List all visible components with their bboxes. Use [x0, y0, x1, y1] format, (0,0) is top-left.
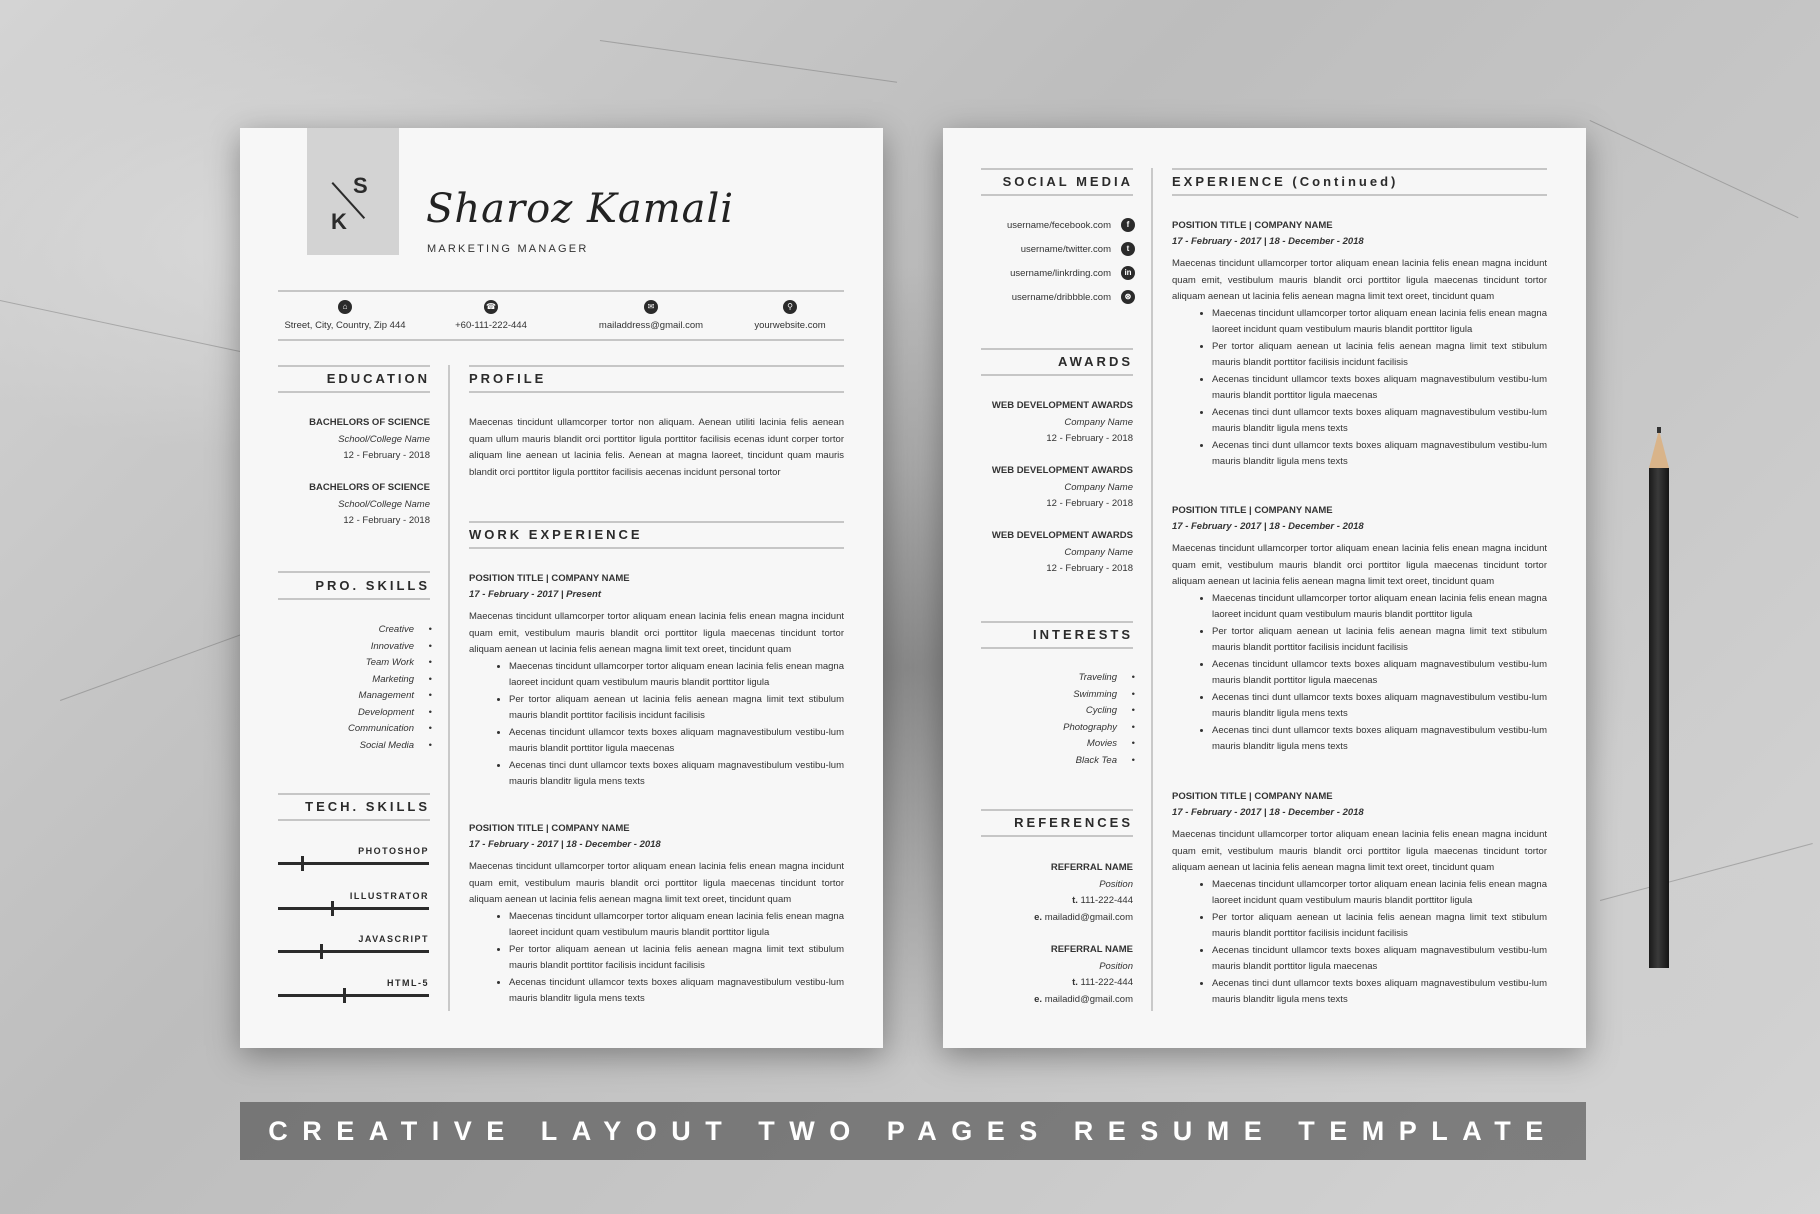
facebook-icon: f: [1121, 218, 1135, 232]
bullet: • Aecenas tinci dunt ullamcor texts boxes aliquam magnavestibulum vestibu-lum mauris blanditr ligula mens texts: [1212, 723, 1547, 756]
reference-item: [981, 942, 1133, 1008]
education-item: [278, 415, 430, 465]
divider: [278, 598, 430, 600]
award-name: WEB DEVELOPMENT AWARDS: [991, 465, 1133, 476]
bullet: • Aecenas tinci dunt ullamcor texts boxes aliquam magnavestibulum vestibu-lum mauris blanditr ligula mens texts: [1212, 405, 1547, 438]
profile-heading: PROFILE: [469, 371, 547, 386]
pencil-lead: [1657, 427, 1661, 433]
skill-label: HTML-5: [387, 978, 429, 988]
job-dates: 17 - February - 2017 | 18 - December - 2018: [1172, 236, 1364, 247]
divider: [981, 374, 1133, 376]
degree: BACHELORS OF SCIENCE: [309, 482, 430, 493]
referral-position: Position: [1099, 878, 1133, 890]
awards-heading: AWARDS: [1057, 354, 1133, 369]
job-dates: 17 - February - 2017 | 18 - December - 2018: [469, 839, 661, 850]
linkedin-link[interactable]: username/linkrding.com: [1010, 268, 1111, 279]
job-title: POSITION TITLE | COMPANY NAME: [1172, 505, 1333, 516]
tech-skill-photoshop: [278, 846, 429, 865]
divider: [278, 339, 844, 341]
experience-continued-heading: EXPERIENCE (Continued): [1172, 174, 1399, 189]
marble-vein: [1590, 120, 1799, 218]
facebook-link[interactable]: username/fecebook.com: [1006, 220, 1111, 231]
skill-item: Innovative •: [278, 639, 432, 656]
interest-item: Swimming •: [981, 687, 1135, 704]
monogram-letter-s: S: [353, 173, 368, 198]
divider: [1172, 194, 1547, 196]
skill-item: Development •: [278, 705, 432, 722]
interest-item: Black Tea •: [981, 753, 1135, 770]
skill-item: Creative •: [278, 622, 432, 639]
divider: [981, 348, 1133, 350]
bullet: • Maecenas tincidunt ullamcorper tortor aliquam enean lacinia felis enean magna laoreet incidunt quam vestibulum mauris blandit porttitor ligula: [1212, 591, 1547, 624]
contact-address: [265, 300, 425, 331]
award-item: [981, 463, 1133, 513]
bullet: • Aecenas tincidunt ullamcor texts boxes aliquam magnavestibulum vestibu-lum mauris blandit porttitor ligula maecenas: [1212, 943, 1547, 976]
email-text[interactable]: mailaddress@gmail.com: [598, 320, 704, 331]
job-bullets: [469, 909, 844, 1008]
referral-phone: [981, 893, 1133, 910]
pro-skills-list: [278, 622, 432, 754]
divider: [278, 793, 430, 795]
pencil-body: [1649, 468, 1669, 968]
job-description: Maecenas tincidunt ullamcorper tortor aliquam enean lacinia felis enean magna incidunt quam emit, vestibulum mauris blandit orci porttitor ligula maecenas tincidunt tortor aliquam aenean ut lacinia felis aenean magna limit text oreet, tincidunt quam: [469, 611, 844, 655]
bullet: • Aecenas tinci dunt ullamcor texts boxes aliquam magnavestibulum vestibu-lum mauris blanditr ligula mens texts: [1212, 438, 1547, 471]
resume-page-1: [240, 128, 883, 1048]
referral-position: Position: [1099, 960, 1133, 972]
email-label: e.: [1034, 993, 1043, 1005]
referral-name: REFERRAL NAME: [1050, 862, 1133, 873]
marble-vein: [1600, 843, 1813, 901]
job-description: Maecenas tincidunt ullamcorper tortor aliquam enean lacinia felis enean magna incidunt quam emit, vestibulum mauris blandit orci porttitor ligula maecenas tincidunt tortor aliquam aenean ut lacinia felis aenean magna limit text oreet, tincidunt quam: [1172, 829, 1547, 873]
interests-heading: INTERESTS: [1033, 627, 1133, 642]
bullet: • Per tortor aliquam aenean ut lacinia felis aenean magna limit text stibulum mauris blandit porttitor facilisis incidunt facilisis: [1212, 624, 1547, 657]
job-bullets: [1172, 877, 1547, 1009]
mail-icon: ✉: [644, 300, 658, 314]
bullet: • Maecenas tincidunt ullamcorper tortor aliquam enean lacinia felis enean magna laoreet incidunt quam vestibulum mauris blandit porttitor ligula: [1212, 306, 1547, 339]
award-date: 12 - February - 2018: [1046, 563, 1133, 574]
search-icon: ⚲: [783, 300, 797, 314]
social-facebook[interactable]: [983, 214, 1135, 238]
email-value[interactable]: mailadid@gmail.com: [1044, 911, 1133, 923]
skill-item: Social Media •: [278, 738, 432, 755]
phone-label: t.: [1072, 977, 1078, 988]
job-description: Maecenas tincidunt ullamcorper tortor aliquam enean lacinia felis enean magna incidunt quam emit, vestibulum mauris blandit orci porttitor ligula maecenas tincidunt tortor aliquam aenean ut lacinia felis aenean magna limit text oreet, tincidunt quam: [1172, 543, 1547, 587]
job-title: POSITION TITLE | COMPANY NAME: [1172, 220, 1333, 231]
marble-vein: [600, 40, 897, 83]
divider: [469, 391, 844, 393]
divider: [469, 521, 844, 523]
candidate-name: Sharoz Kamali: [426, 186, 735, 232]
tech-skill-illustrator: [278, 891, 429, 910]
email-label: e.: [1034, 911, 1043, 923]
tech-skills-heading: TECH. SKILLS: [305, 799, 430, 814]
contact-email[interactable]: [571, 300, 731, 331]
job-description: Maecenas tincidunt ullamcorper tortor aliquam enean lacinia felis enean magna incidunt quam emit, vestibulum mauris blandit orci porttitor ligula maecenas tincidunt tortor aliquam aenean ut lacinia felis aenean magna limit text oreet, tincidunt quam: [469, 861, 844, 905]
bullet: • Per tortor aliquam aenean ut lacinia felis aenean magna limit text stibulum mauris blandit porttitor facilisis incidunt facilisis: [1212, 339, 1547, 372]
job-entry: [1172, 503, 1547, 756]
work-experience-heading: WORK EXPERIENCE: [469, 527, 643, 542]
skill-level-marker: [343, 988, 346, 1003]
tech-skill-javascript: [278, 934, 429, 953]
skill-bar: [278, 950, 429, 953]
bullet: • Maecenas tincidunt ullamcorper tortor aliquam enean lacinia felis enean magna laoreet incidunt quam vestibulum mauris blandit porttitor ligula: [509, 909, 844, 942]
column-divider: [448, 365, 450, 1011]
interest-item: Photography •: [981, 720, 1135, 737]
column-divider: [1151, 168, 1153, 1011]
interest-item: Traveling •: [981, 670, 1135, 687]
skill-bar: [278, 907, 429, 910]
twitter-link[interactable]: username/twitter.com: [1020, 244, 1111, 255]
bullet: • Aecenas tinci dunt ullamcor texts boxes aliquam magnavestibulum vestibu-lum mauris blanditr ligula mens texts: [1212, 690, 1547, 723]
referral-email: [981, 992, 1133, 1009]
social-linkedin[interactable]: [983, 262, 1135, 286]
marble-vein: [0, 300, 254, 355]
bullet: • Maecenas tincidunt ullamcorper tortor aliquam enean lacinia felis enean magna laoreet incidunt quam vestibulum mauris blandit porttitor ligula: [1212, 877, 1547, 910]
monogram-letter-k: K: [331, 209, 347, 234]
divider: [278, 365, 430, 367]
dribbble-icon: ⊛: [1121, 290, 1135, 304]
marble-vein: [60, 632, 248, 701]
skill-bar: [278, 862, 429, 865]
phone-icon: ☎: [484, 300, 498, 314]
school: School/College Name: [338, 433, 430, 445]
bullet: • Per tortor aliquam aenean ut lacinia felis aenean magna limit text stibulum mauris blandit porttitor facilisis incidunt facilisis: [1212, 910, 1547, 943]
job-entry: [1172, 218, 1547, 471]
divider: [981, 647, 1133, 649]
job-dates: 17 - February - 2017 | 18 - December - 2018: [1172, 807, 1364, 818]
divider: [278, 819, 430, 821]
job-title: POSITION TITLE | COMPANY NAME: [469, 573, 630, 584]
award-company: Company Name: [1064, 416, 1133, 428]
pro-skills-heading: PRO. SKILLS: [315, 578, 430, 593]
education-item: [278, 480, 430, 530]
website-text[interactable]: yourwebsite.com: [754, 320, 826, 331]
job-bullets: [1172, 306, 1547, 471]
address-text: Street, City, Country, Zip 444: [284, 320, 406, 331]
pencil-tip: [1649, 430, 1669, 468]
date: 12 - February - 2018: [343, 515, 430, 526]
reference-item: [981, 860, 1133, 926]
award-name: WEB DEVELOPMENT AWARDS: [991, 400, 1133, 411]
job-description: Maecenas tincidunt ullamcorper tortor aliquam enean lacinia felis enean magna incidunt quam emit, vestibulum mauris blandit orci porttitor ligula maecenas tincidunt tortor aliquam aenean ut lacinia felis aenean magna limit text oreet, tincidunt quam: [1172, 258, 1547, 302]
bullet: • Per tortor aliquam aenean ut lacinia felis aenean magna limit text stibulum mauris blandit porttitor facilisis incidunt facilisis: [509, 692, 844, 725]
social-twitter[interactable]: [983, 238, 1135, 262]
job-bullets: [469, 659, 844, 791]
award-company: Company Name: [1064, 481, 1133, 493]
divider: [278, 391, 430, 393]
award-item: [981, 398, 1133, 448]
tech-skill-html5: [278, 978, 429, 997]
contact-website[interactable]: [710, 300, 870, 331]
divider: [981, 835, 1133, 837]
phone-value: 111-222-444: [1080, 895, 1133, 906]
skill-label: JAVASCRIPT: [358, 934, 429, 944]
social-media-heading: SOCIAL MEDIA: [1002, 174, 1133, 189]
skill-level-marker: [331, 901, 334, 916]
divider: [981, 621, 1133, 623]
divider: [469, 547, 844, 549]
candidate-job-title: MARKETING MANAGER: [427, 243, 589, 255]
bullet: • Aecenas tinci dunt ullamcor texts boxes aliquam magnavestibulum vestibu-lum mauris blanditr ligula mens texts: [1212, 976, 1547, 1009]
references-heading: REFERENCES: [1014, 815, 1133, 830]
award-item: [981, 528, 1133, 578]
bullet: • Per tortor aliquam aenean ut lacinia felis aenean magna limit text stibulum mauris blandit porttitor facilisis incidunt facilisis: [509, 942, 844, 975]
bullet: • Aecenas tinci dunt ullamcor texts boxes aliquam magnavestibulum vestibu-lum mauris blanditr ligula mens texts: [509, 758, 844, 791]
referral-phone: [981, 975, 1133, 992]
interest-item: Movies •: [981, 736, 1135, 753]
school: School/College Name: [338, 498, 430, 510]
interests-list: [981, 670, 1135, 769]
skill-item: Marketing •: [278, 672, 432, 689]
pencil-image: [1649, 430, 1669, 967]
divider: [278, 290, 844, 292]
skill-item: Communication •: [278, 721, 432, 738]
award-date: 12 - February - 2018: [1046, 498, 1133, 509]
bullet: • Aecenas tincidunt ullamcor texts boxes aliquam magnavestibulum vestibu-lum mauris blandit porttitor ligula maecenas: [1212, 372, 1547, 405]
phone-label: t.: [1072, 895, 1078, 906]
divider: [981, 194, 1133, 196]
bullet: • Aecenas tincidunt ullamcor texts boxes aliquam magnavestibulum vestibu-lum mauris blanditr ligula mens texts: [509, 975, 844, 1008]
date: 12 - February - 2018: [343, 450, 430, 461]
divider: [469, 365, 844, 367]
divider: [981, 168, 1133, 170]
phone-text: +60-111-222-444: [455, 320, 527, 331]
job-entry: [469, 571, 844, 791]
skill-item: Management •: [278, 688, 432, 705]
monogram: [307, 128, 399, 255]
skill-level-marker: [320, 944, 323, 959]
divider: [278, 571, 430, 573]
job-dates: 17 - February - 2017 | 18 - December - 2018: [1172, 521, 1364, 532]
twitter-icon: t: [1121, 242, 1135, 256]
bullet: • Aecenas tincidunt ullamcor texts boxes aliquam magnavestibulum vestibu-lum mauris blandit porttitor ligula maecenas: [1212, 657, 1547, 690]
divider: [1172, 168, 1547, 170]
bullet: • Aecenas tincidunt ullamcor texts boxes aliquam magnavestibulum vestibu-lum mauris blandit porttitor ligula maecenas: [509, 725, 844, 758]
job-entry: [1172, 789, 1547, 1009]
referral-name: REFERRAL NAME: [1050, 944, 1133, 955]
phone-value: 111-222-444: [1080, 977, 1133, 988]
profile-text: Maecenas tincidunt ullamcorper tortor non aliquam. Aenean utiliti lacinia felis aenean quam ullum mauris blandit orci porttitor ligula porttitor facilisis ecenas idunt corper tortor aliquam line aenean ut lacinia felis. Aenean at magna laoreet, tincidunt quam mauris blandit orci porttitor ligula porttitor facilisis aecenas incidunt personal tortor: [469, 417, 844, 478]
title-banner: CREATIVE LAYOUT TWO PAGES RESUME TEMPLATE: [240, 1102, 1586, 1160]
skill-item: Team Work •: [278, 655, 432, 672]
degree: BACHELORS OF SCIENCE: [309, 417, 430, 428]
award-date: 12 - February - 2018: [1046, 433, 1133, 444]
contact-phone: [411, 300, 571, 331]
interest-item: Cycling •: [981, 703, 1135, 720]
skill-bar: [278, 994, 429, 997]
award-name: WEB DEVELOPMENT AWARDS: [991, 530, 1133, 541]
education-heading: EDUCATION: [326, 371, 430, 386]
skill-level-marker: [301, 856, 304, 871]
bullet: • Maecenas tincidunt ullamcorper tortor aliquam enean lacinia felis enean magna laoreet incidunt quam vestibulum mauris blandit porttitor ligula: [509, 659, 844, 692]
job-title: POSITION TITLE | COMPANY NAME: [1172, 791, 1333, 802]
social-links: [983, 214, 1135, 310]
resume-page-2: [943, 128, 1586, 1048]
job-title: POSITION TITLE | COMPANY NAME: [469, 823, 630, 834]
job-bullets: [1172, 591, 1547, 756]
dribbble-link[interactable]: username/dribbble.com: [1011, 292, 1111, 303]
home-icon: ⌂: [338, 300, 352, 314]
email-value[interactable]: mailadid@gmail.com: [1044, 993, 1133, 1005]
job-entry: [469, 821, 844, 1008]
social-dribbble[interactable]: [983, 286, 1135, 310]
job-dates: 17 - February - 2017 | Present: [469, 589, 602, 600]
award-company: Company Name: [1064, 546, 1133, 558]
skill-label: ILLUSTRATOR: [349, 891, 429, 901]
linkedin-icon: in: [1121, 266, 1135, 280]
divider: [981, 809, 1133, 811]
skill-label: PHOTOSHOP: [358, 846, 429, 856]
referral-email: [981, 910, 1133, 927]
